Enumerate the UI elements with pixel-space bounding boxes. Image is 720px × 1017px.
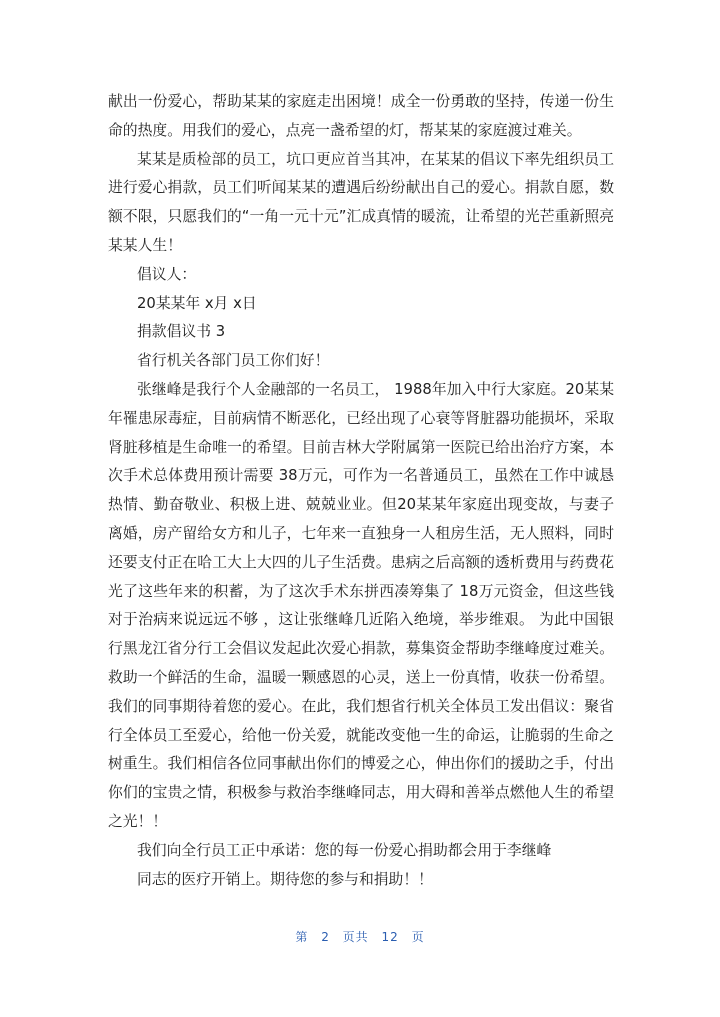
page-footer xyxy=(0,928,720,945)
footer-current-page: 2 xyxy=(321,930,330,944)
paragraph-intro: 献出一份爱心，帮助某某的家庭走出困境！成全一份勇敢的坚持，传递一份生命的热度。用我们的爱心，点亮一盏希望的灯，帮某某的家庭渡过难关。 xyxy=(108,93,614,139)
paragraph-promise: 我们向全行员工正中承诺：您的每一份爱心捐助都会用于李继峰 xyxy=(137,841,552,859)
paragraph-main-story: 张继峰是我行个人金融部的一名员工， 1988年加入中行大家庭。20某某年罹患尿毒症，目前病情不断恶化，已经出现了心衰等肾脏器功能损坏，采取肾脏移植是生命唯一的希望。目前吉林大学附属第一医院已给出治疗方案，本次手术总体费用预计需要 38万元，可作为一名普通员工，虽然在工作中诚恳热情、勤奋敬业、积极上进、兢兢业业。但20某某年家庭出现变故，与妻子离婚，房产留给女方和儿子，七年来一直独身一人租房生活，无人照料，同时还要支付正在哈工大上大四的儿子生活费。患病之后高额的透析费用与药费花光了这些年来的积蓄，为了这次手术东拼西凑筹集了 18万元资金，但这些钱对于治病来说远远不够 ，这让张继峰几近陷入绝境，举步维艰。 为此中国银行黑龙江省分行工会倡议发起此次爱心捐款，募集资金帮助李继峰度过难关。救助一个鲜活的生命，温暖一颗感恩的心灵，送上一份真情，收获一份希望。我们的同事期待着您的爱心。在此，我们想省行机关全体员工发出倡议：聚省行全体员工至爱心，给他一份关爱，就能改变他一生的命运，让脆弱的生命之树重生。我们相信各位同事献出你们的博爱之心，伸出你们的援助之手，付出你们的宝贵之情，积极参与救治李继峰同志，用大碍和善举点燃他人生的希望之光！！ xyxy=(108,380,614,830)
paragraph-quality-dept: 某某是质检部的员工，坑口更应首当其冲，在某某的倡议下率先组织员工进行爱心捐款，员工们听闻某某的遭遇后纷纷献出自己的爱心。捐款自愿，数额不限，只愿我们的“一角一元十元”汇成真情的暖流，让希望的光芒重新照亮某某人生！ xyxy=(108,150,614,254)
footer-suffix: 页 xyxy=(411,930,425,944)
footer-prefix: 第 xyxy=(295,930,309,944)
footer-total-pages: 12 xyxy=(381,930,399,944)
footer-middle: 页共 xyxy=(342,930,369,944)
document-body xyxy=(108,88,614,894)
paragraph-initiator: 倡议人： xyxy=(137,265,197,283)
section-title: 捐款倡议书 3 xyxy=(137,323,226,341)
paragraph-closing: 同志的医疗开销上。期待您的参与和捐助！！ xyxy=(137,870,433,888)
paragraph-date: 20某某年 x月 x日 xyxy=(137,294,257,312)
paragraph-greeting: 省行机关各部门员工你们好！ xyxy=(137,352,330,370)
